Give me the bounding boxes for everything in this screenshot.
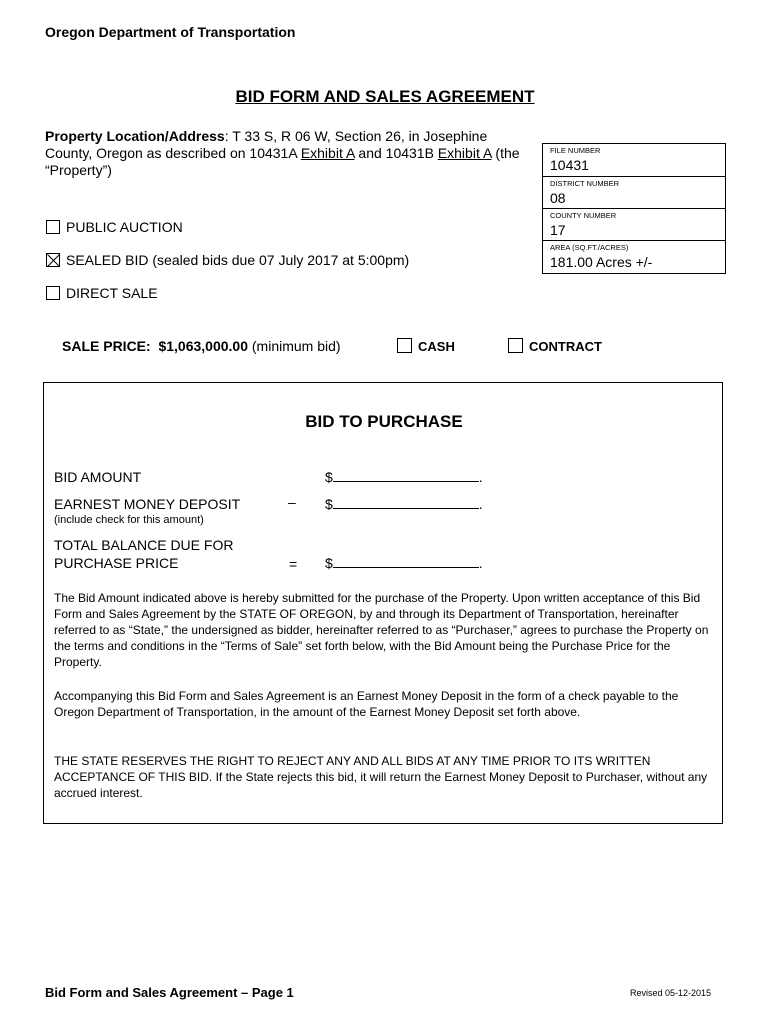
- sale-price-note: (minimum bid): [251, 338, 341, 354]
- property-info-box: [542, 143, 726, 274]
- direct-sale-checkbox[interactable]: [46, 286, 60, 300]
- property-location: Property Location/Address: T 33 S, R 06 W, Section 26, in Josephine County, Oregon as described on 10431A Exhibit A and 10431B Exhibit A (the “Property”): [45, 128, 520, 178]
- bid-to-purchase-title: BID TO PURCHASE: [305, 412, 463, 431]
- footer-revision: Revised 05-12-2015: [630, 988, 712, 998]
- file-number-cell: [543, 144, 725, 176]
- public-auction-option[interactable]: [46, 219, 183, 235]
- bid-paragraph-3: THE STATE RESERVES THE RIGHT TO REJECT ANY AND ALL BIDS AT ANY TIME PRIOR TO ITS WRITTEN ACCEPTANCE OF THIS BID. If the State rejects this bid, it will return the Earnest Money Deposit to Purchaser, without any accrued interest.: [54, 754, 708, 800]
- contract-option[interactable]: [508, 338, 602, 354]
- sealed-bid-label: SEALED BID (sealed bids due 07 July 2017 at 5:00pm): [66, 252, 410, 268]
- sale-price-label: SALE PRICE:: [62, 338, 151, 354]
- file-number-value: 10431: [550, 157, 589, 173]
- earnest-money-field[interactable]: $ .: [325, 496, 483, 512]
- county-number-label: COUNTY NUMBER: [550, 211, 617, 220]
- earnest-money-label: EARNEST MONEY DEPOSIT: [54, 496, 241, 512]
- county-number-cell: [543, 208, 725, 240]
- minus-sign: –: [288, 494, 296, 510]
- area-label: AREA (SQ.FT./ACRES): [550, 243, 629, 252]
- district-number-value: 08: [550, 190, 566, 206]
- bid-to-purchase-box: [43, 382, 723, 824]
- total-balance-label: TOTAL BALANCE DUE FOR: [54, 537, 234, 553]
- cash-checkbox[interactable]: [397, 338, 412, 353]
- district-number-label: DISTRICT NUMBER: [550, 179, 620, 188]
- contract-checkbox[interactable]: [508, 338, 523, 353]
- bid-amount-field[interactable]: $ .: [325, 469, 483, 485]
- total-balance-line[interactable]: [333, 555, 479, 568]
- exhibit-a-link-10431b: Exhibit A: [437, 145, 492, 161]
- bid-amount-label: BID AMOUNT: [54, 469, 142, 485]
- contract-label: CONTRACT: [529, 339, 602, 354]
- public-auction-label: PUBLIC AUCTION: [66, 219, 183, 235]
- direct-sale-label: DIRECT SALE: [66, 285, 158, 301]
- direct-sale-option[interactable]: [46, 285, 158, 301]
- sale-price-amount: $1,063,000.00: [158, 338, 248, 354]
- property-location-label: Property Location: [45, 128, 165, 144]
- equals-sign: =: [289, 556, 298, 572]
- county-number-value: 17: [550, 222, 566, 238]
- sealed-bid-option[interactable]: [46, 252, 409, 268]
- cash-option[interactable]: [397, 338, 455, 354]
- exhibit-a-link-10431a: Exhibit A: [300, 145, 355, 161]
- district-number-cell: [543, 176, 725, 208]
- earnest-money-note: (include check for this amount): [54, 514, 204, 526]
- public-auction-checkbox[interactable]: [46, 220, 60, 234]
- area-value: 181.00 Acres +/-: [550, 254, 653, 270]
- cash-label: CASH: [418, 339, 455, 354]
- bid-paragraph-2: Accompanying this Bid Form and Sales Agreement is an Earnest Money Deposit in the form of a check payable to the Oregon Department of Transportation, in the amount of the Earnest Money Deposit set forth above.: [54, 689, 679, 719]
- earnest-money-line[interactable]: [333, 496, 479, 509]
- bid-paragraph-1: The Bid Amount indicated above is hereby submitted for the purchase of the Property. Upon written acceptance of this Bid Form and Sales Agreement by the STATE OF OREGON, by and through its Department of Transportation, hereinafter referred to as “State,” the undersigned as bidder, hereinafter referred to as “Purchaser,” agrees to purchase the Property on the terms and conditions in the “Terms of Sale” set forth below, with the Bid Amount being the Purchase Price for the Property.: [54, 591, 709, 669]
- sale-price: [62, 338, 341, 354]
- area-cell: [543, 240, 725, 273]
- agency-name: Oregon Department of Transportation: [45, 24, 296, 40]
- footer-page-label: Bid Form and Sales Agreement – Page 1: [45, 985, 294, 1000]
- document-title: BID FORM AND SALES AGREEMENT: [235, 87, 535, 106]
- purchase-price-label: PURCHASE PRICE: [54, 555, 179, 571]
- sealed-bid-checkbox[interactable]: [46, 253, 60, 267]
- total-balance-field[interactable]: $ .: [325, 555, 483, 571]
- file-number-label: FILE NUMBER: [550, 146, 601, 155]
- bid-amount-line[interactable]: [333, 469, 479, 482]
